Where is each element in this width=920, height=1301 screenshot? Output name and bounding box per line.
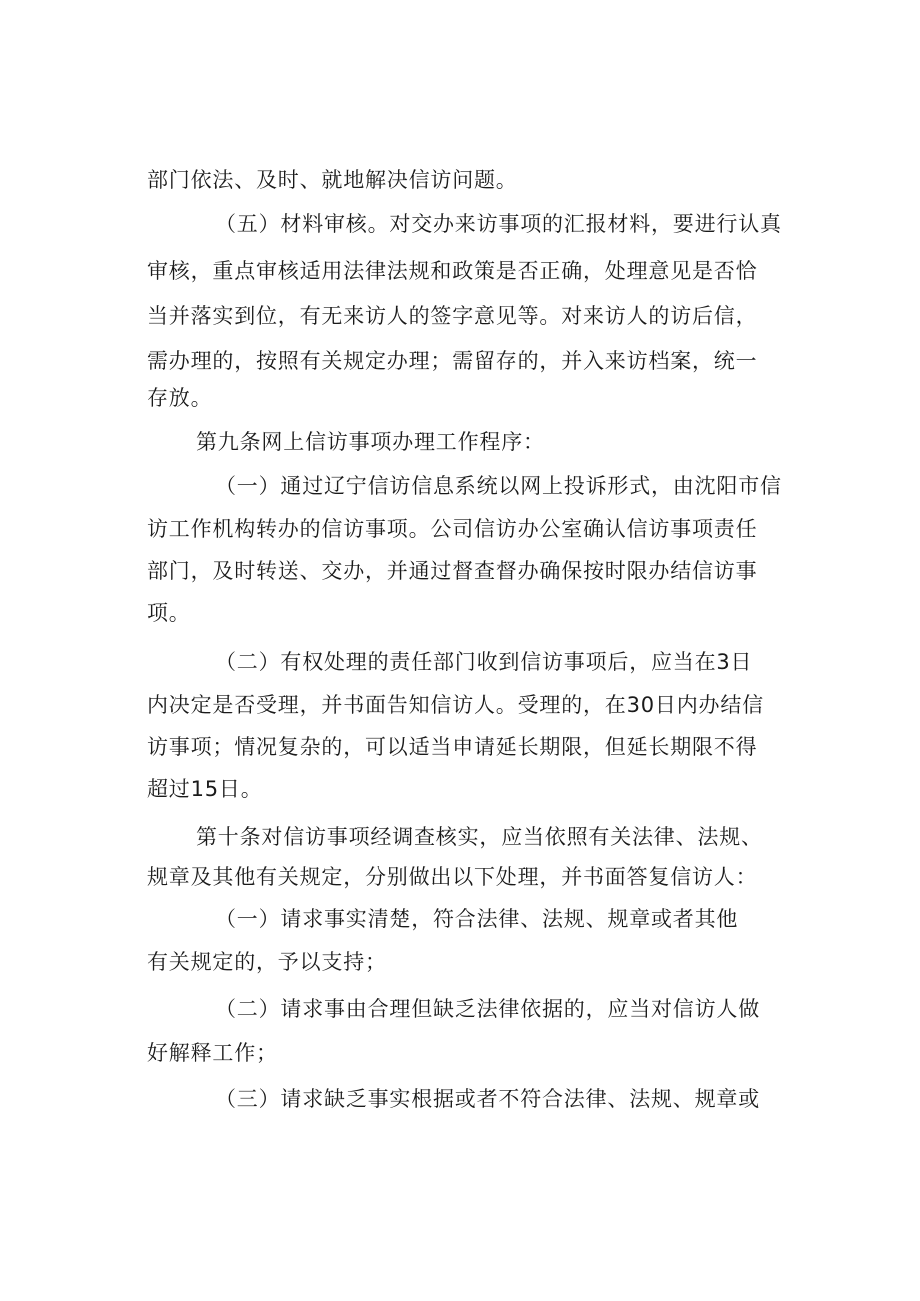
article-heading: 第九条网上信访事项办理工作程序：: [196, 430, 545, 454]
body-line: （三）请求缺乏事实根据或者不符合法律、法规、规章或: [215, 1087, 760, 1111]
body-line: （二）请求事由合理但缺乏法律依据的，应当对信访人做: [215, 997, 760, 1021]
body-line: 部门依法、及时、就地解决信访问题。: [147, 168, 518, 192]
body-line: 项。: [147, 601, 191, 625]
article-heading: 第十条对信访事项经调查核实，应当依照有关法律、法规、: [196, 825, 763, 849]
body-line: 好解释工作；: [147, 1041, 278, 1065]
body-line: 访事项；情况复杂的，可以适当申请延长期限，但延长期限不得: [147, 735, 758, 759]
body-line: 部门，及时转送、交办，并通过督查督办确保按时限办结信访事: [147, 559, 758, 583]
body-line: 存放。: [147, 386, 213, 410]
body-line: （一）通过辽宁信访信息系统以网上投诉形式，由沈阳市信: [215, 474, 782, 498]
body-line: 当并落实到位，有无来访人的签字意见等。对来访人的访后信，: [147, 304, 758, 328]
body-line: 规章及其他有关规定，分别做出以下处理，并书面答复信访人：: [147, 865, 758, 889]
body-line: 超过15日。: [147, 777, 263, 801]
body-line: 需办理的，按照有关规定办理；需留存的，并入来访档案，统一: [147, 349, 758, 373]
body-line: 审核，重点审核适用法律法规和政策是否正确，处理意见是否恰: [147, 259, 758, 283]
body-line: 内决定是否受理，并书面告知信访人。受理的，在30日内办结信: [147, 693, 764, 717]
body-line: 访工作机构转办的信访事项。公司信访办公室确认信访事项责任: [147, 517, 758, 541]
body-line: 有关规定的，予以支持；: [147, 950, 387, 974]
body-line: （二）有权处理的责任部门收到信访事项后，应当在3日: [215, 650, 753, 674]
body-line: （一）请求事实清楚，符合法律、法规、规章或者其他: [215, 907, 739, 931]
body-line: （五）材料审核。对交办来访事项的汇报材料，要进行认真: [215, 212, 782, 236]
